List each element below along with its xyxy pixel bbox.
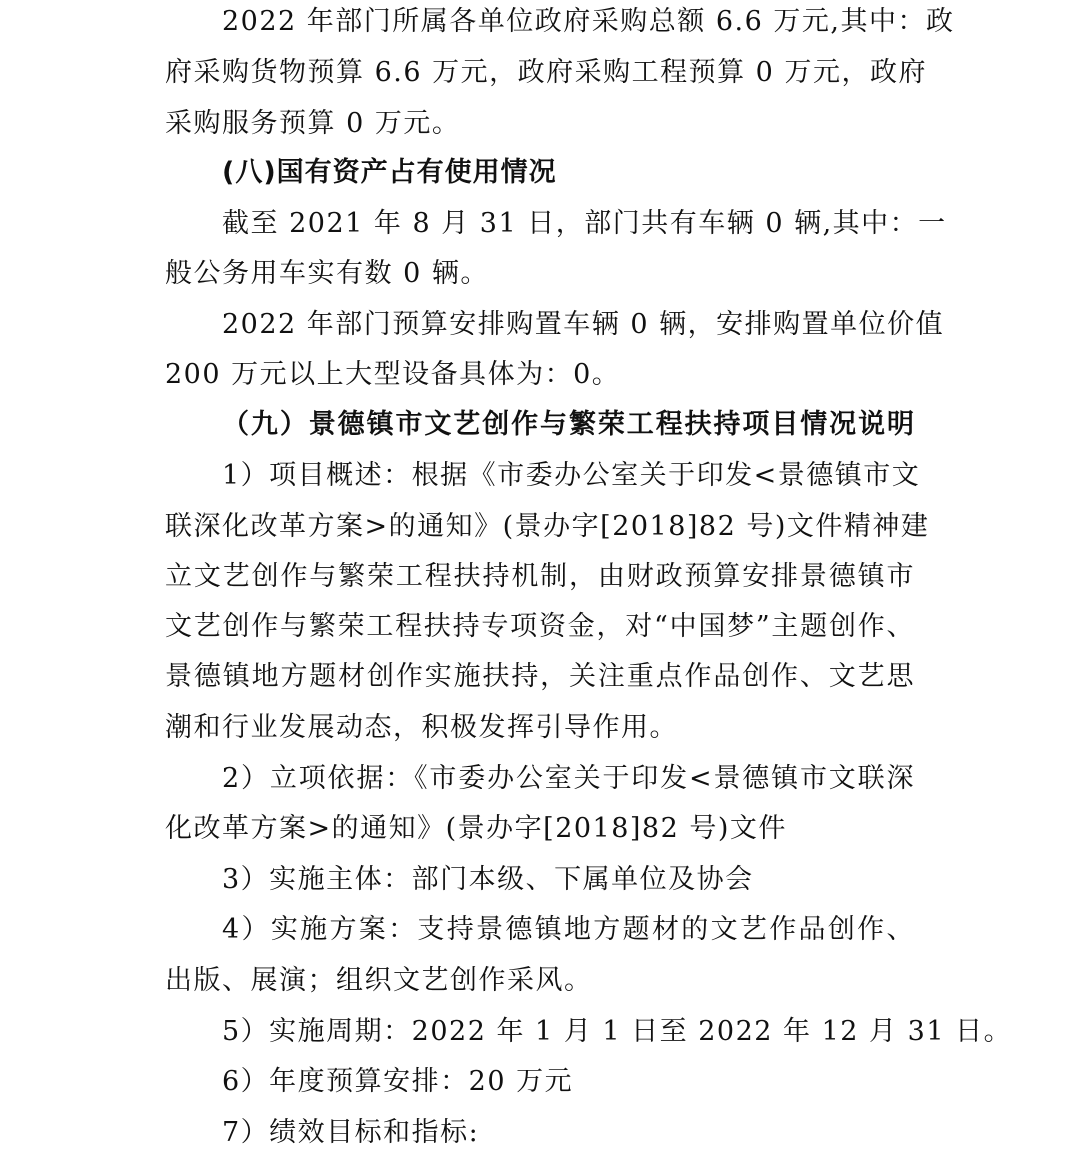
paragraph-line: 200 万元以上大型设备具体为：0。 [165, 359, 621, 390]
paragraph-line: 联深化改革方案>的通知》(景办字[2018]82 号)文件精神建 [165, 511, 930, 542]
paragraph-line: 截至 2021 年 8 月 31 日，部门共有车辆 0 辆,其中：一 [222, 208, 947, 239]
section-heading-9: （九）景德镇市文艺创作与繁荣工程扶持项目情况说明 [222, 409, 915, 440]
section-heading-8: (八)国有资产占有使用情况 [222, 157, 557, 188]
paragraph-line: 7）绩效目标和指标: [222, 1117, 480, 1148]
paragraph-line: 6）年度预算安排：20 万元 [222, 1066, 574, 1097]
paragraph-line: 文艺创作与繁荣工程扶持专项资金，对“中国梦”主题创作、 [165, 611, 915, 642]
paragraph-line: 2）立项依据：《市委办公室关于印发<景德镇市文联深 [222, 763, 915, 794]
paragraph-line: 潮和行业发展动态，积极发挥引导作用。 [165, 712, 678, 743]
paragraph-line: 立文艺创作与繁荣工程扶持机制，由财政预算安排景德镇市 [165, 561, 915, 592]
paragraph-line: 府采购货物预算 6.6 万元，政府采购工程预算 0 万元，政府 [165, 57, 927, 88]
paragraph-line: 采购服务预算 0 万元。 [165, 108, 461, 139]
paragraph-line: 景德镇地方题材创作实施扶持，关注重点作品创作、文艺思 [165, 661, 915, 692]
paragraph-line: 5）实施周期：2022 年 1 月 1 日至 2022 年 12 月 31 日。 [222, 1016, 1013, 1047]
paragraph-line: 4）实施方案：支持景德镇地方题材的文艺作品创作、 [222, 914, 915, 945]
paragraph-line: 2022 年部门所属各单位政府采购总额 6.6 万元,其中：政 [222, 6, 955, 37]
paragraph-line: 化改革方案>的通知》(景办字[2018]82 号)文件 [165, 813, 787, 844]
paragraph-line: 1）项目概述：根据《市委办公室关于印发<景德镇市文 [222, 460, 921, 491]
paragraph-line: 般公务用车实有数 0 辆。 [165, 258, 489, 289]
paragraph-line: 出版、展演；组织文艺创作采风。 [165, 965, 593, 996]
paragraph-line: 2022 年部门预算安排购置车辆 0 辆，安排购置单位价值 [222, 309, 945, 340]
paragraph-line: 3）实施主体：部门本级、下属单位及协会 [222, 864, 754, 895]
